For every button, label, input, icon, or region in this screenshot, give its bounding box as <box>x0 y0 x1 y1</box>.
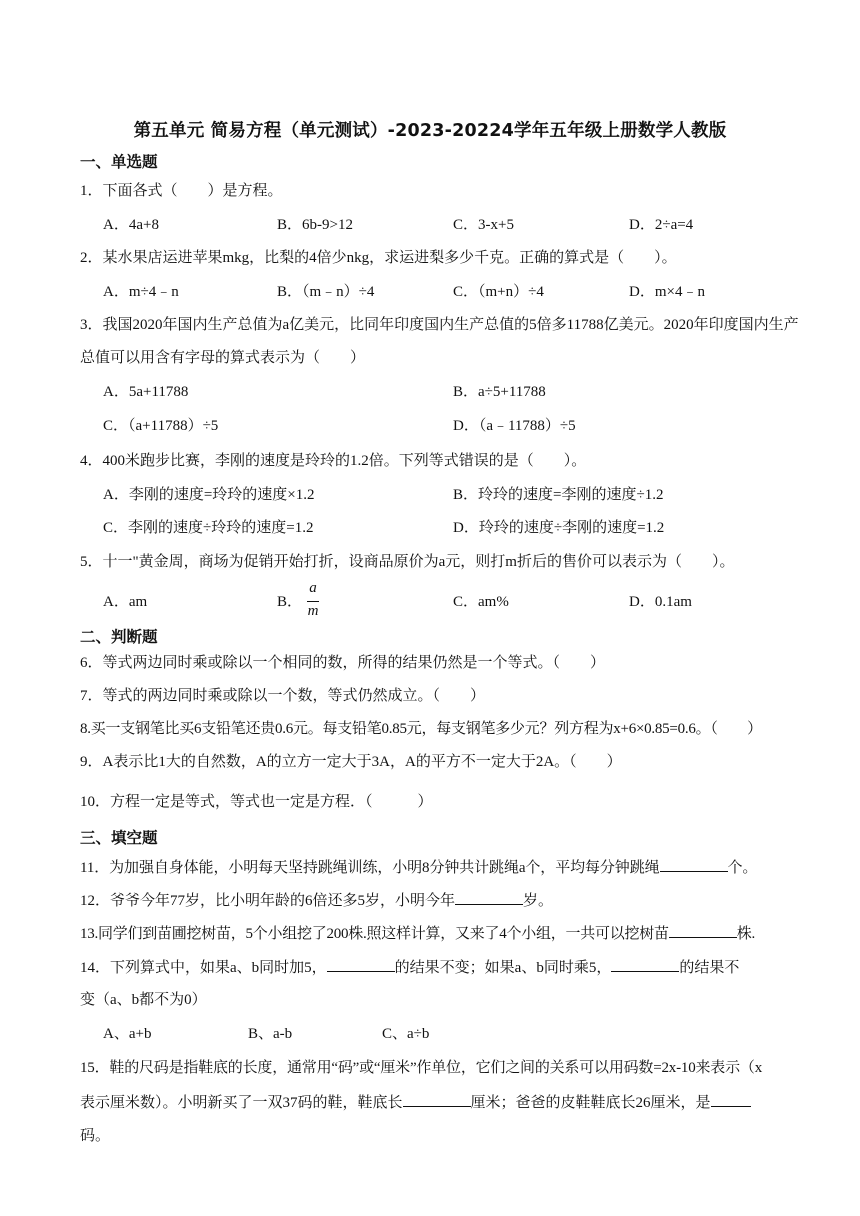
question-4-stem: 4．400米跑步比赛，李刚的速度是玲玲的1.2倍。下列等式错误的是（ ）。 <box>80 453 587 469</box>
q1-option-c: C．3-x+5 <box>453 217 514 233</box>
question-3-stem: 3．我国2020年国内生产总值为a亿美元，比同年印度国内生产总值的5倍多11788亿美元。2020年印度国内生产总值可以用含有字母的算式表示为（ ） <box>80 317 799 366</box>
answer-blank[interactable] <box>327 957 395 972</box>
q3-option-a: A．5a+11788 <box>103 384 189 400</box>
q3-option-b: B．a÷5+11788 <box>453 384 546 400</box>
q5-option-b-denominator: m <box>307 603 319 619</box>
q11-text-end: 个。 <box>727 860 758 876</box>
answer-blank[interactable] <box>611 957 679 972</box>
q14-option-c: C、a÷b <box>382 1026 430 1042</box>
q12-text: 12．爷爷今年77岁，比小明年龄的6倍还多5岁，小明今年 <box>80 893 456 909</box>
section-heading-single-choice: 一、单选题 <box>80 153 158 171</box>
q13-text-end: 株. <box>736 926 756 942</box>
q5-option-b-numerator: a <box>309 580 317 596</box>
answer-blank[interactable] <box>455 890 523 905</box>
q1-option-a: A．4a+8 <box>103 217 159 233</box>
q5-option-d: D．0.1am <box>629 594 692 610</box>
q5-option-b: B． <box>277 594 303 610</box>
question-6: 6．等式两边同时乘或除以一个相同的数，所得的结果仍然是一个等式。（ ） <box>80 655 606 671</box>
section-heading-fill-blank: 三、填空题 <box>80 829 158 847</box>
q4-option-b: B．玲玲的速度=李刚的速度÷1.2 <box>453 487 664 503</box>
q14-text-b: 的结果不变；如果a、b同时乘5， <box>394 960 612 976</box>
answer-blank[interactable] <box>669 923 737 938</box>
question-14-line-2: 变（a、b都不为0） <box>80 992 207 1008</box>
q2-option-d: D．m×4﹣n <box>629 284 705 300</box>
q15-text-a: 表示厘米数）。小明新买了一双37码的鞋，鞋底长 <box>80 1095 403 1111</box>
q4-option-a: A．李刚的速度=玲玲的速度×1.2 <box>103 487 315 503</box>
question-15-line-3: 码。 <box>80 1128 111 1144</box>
q5-option-a: A．am <box>103 594 148 610</box>
question-14-line-1 <box>80 957 739 978</box>
question-7: 7．等式的两边同时乘或除以一个数，等式仍然成立。（ ） <box>80 688 486 704</box>
question-1-stem: 1．下面各式（ ）是方程。 <box>80 183 283 199</box>
q2-option-b: B．（m﹣n）÷4 <box>277 284 375 300</box>
q2-option-a: A．m÷4﹣n <box>103 284 179 300</box>
q4-option-c: C．李刚的速度÷玲玲的速度=1.2 <box>103 520 314 536</box>
question-15-line-1: 15．鞋的尺码是指鞋底的长度，通常用“码”或“厘米”作单位，它们之间的关系可以用码数=2x-10来表示（x <box>80 1060 762 1076</box>
question-2-stem: 2．某水果店运进苹果mkg，比梨的4倍少nkg，求运进梨多少千克。正确的算式是（ ）。 <box>80 250 677 266</box>
q4-option-d: D．玲玲的速度÷李刚的速度=1.2 <box>453 520 665 536</box>
q12-text-end: 岁。 <box>523 893 554 909</box>
answer-blank[interactable] <box>660 857 728 872</box>
q1-option-b: B．6b-9>12 <box>277 217 353 233</box>
question-10: 10．方程一定是等式，等式也一定是方程．（ ） <box>80 794 433 810</box>
q1-option-d: D．2÷a=4 <box>629 217 694 233</box>
fraction-bar <box>307 601 319 602</box>
answer-blank[interactable] <box>403 1092 471 1107</box>
section-heading-true-false: 二、判断题 <box>80 628 158 646</box>
question-12 <box>80 890 553 911</box>
page-title: 第五单元 简易方程（单元测试）-2023-20224学年五年级上册数学人教版 <box>133 121 727 141</box>
question-11 <box>80 857 757 878</box>
question-5-stem: 5．十一"黄金周，商场为促销开始打折，设商品原价为a元，则打m折后的售价可以表示为（ ）。 <box>80 554 735 570</box>
q3-option-d: D．（a﹣11788）÷5 <box>453 418 576 434</box>
question-8: 8.买一支钢笔比买6支铅笔还贵0.6元。每支铅笔0.85元，每支钢笔多少元？列方程为x+6×0.85=0.6。（ ） <box>80 721 762 737</box>
question-9: 9．A表示比1大的自然数，A的立方一定大于3A，A的平方不一定大于2A。（ ） <box>80 754 622 770</box>
q3-option-c: C．（a+11788）÷5 <box>103 418 219 434</box>
q14-text-a: 14．下列算式中，如果a、b同时加5， <box>80 960 327 976</box>
question-13 <box>80 923 755 944</box>
q14-option-b: B、a-b <box>248 1026 293 1042</box>
q14-option-a: A、a+b <box>103 1026 152 1042</box>
question-15-line-2 <box>80 1092 751 1113</box>
q13-text: 13.同学们到苗圃挖树苗，5个小组挖了200株.照这样计算，又来了4个小组，一共可以挖树苗 <box>80 926 669 942</box>
answer-blank[interactable] <box>711 1092 751 1107</box>
q2-option-c: C．（m+n）÷4 <box>453 284 544 300</box>
q11-text: 11．为加强自身体能，小明每天坚持跳绳训练，小明8分钟共计跳绳a个，平均每分钟跳绳 <box>80 860 660 876</box>
q14-text-c: 的结果不 <box>679 960 740 976</box>
q5-option-c: C．am% <box>453 594 509 610</box>
q15-text-b: 厘米；爸爸的皮鞋鞋底长26厘米，是 <box>470 1095 711 1111</box>
